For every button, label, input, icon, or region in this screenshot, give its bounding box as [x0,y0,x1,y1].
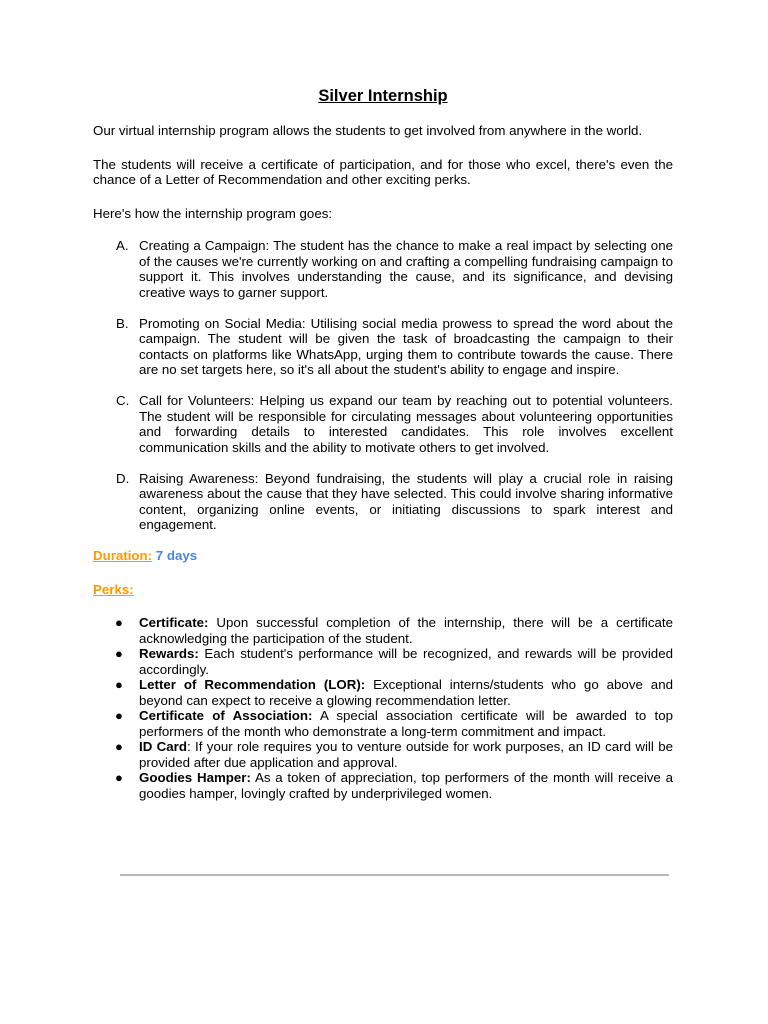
bullet-icon: ● [115,770,123,785]
duration-label: Duration: [93,548,153,563]
program-intro-paragraph: Here's how the internship program goes: [93,205,333,221]
step-item-campaign [93,238,673,300]
horizontal-divider [120,874,669,876]
perks-heading [93,582,673,598]
perk-item-id-card [93,739,673,770]
step-letter: C. [116,393,130,408]
step-text: Promoting on Social Media: Utilising social media prowess to spread the word about the campaign. The student will be given the task of broadcasting the campaign to their contacts on platforms like WhatsApp, urging them to contribute towards the cause. There are no set targets here, so it's all about the student's ability to engage and inspire. [139,315,673,377]
step-text: Raising Awareness: Beyond fundraising, the students will play a crucial role in raising awareness about the cause that they have selected. This could involve sharing informative content, organizing online events, or initiating discussions to spark interest and engagement. [139,470,673,532]
step-letter: B. [116,315,129,331]
perk-text: Upon successful completion of the internship, there will be a certificate acknowledging the participation of the student. [139,615,673,646]
step-letter: A. [116,238,129,253]
perk-text: A special association certificate will be awarded to top performers of the month who demonstrate a long-term commitment and impact. [139,708,673,739]
step-item-volunteers [93,393,673,455]
step-text: Creating a Campaign: The student has the chance to make a real impact by selecting one of the causes we're currently working on and crafting a compelling fundraising campaign to support it. This involves understanding the cause, and its significance, and devising creative ways to garner support. [139,238,673,300]
page-title: Silver Internship [318,87,448,105]
perk-item-lor [93,677,673,708]
perk-item-rewards [93,646,673,677]
step-letter: D. [116,470,130,486]
perk-text: As a token of appreciation, top performers of the month will receive a goodies hamper, lovingly crafted by underprivileged women. [139,770,673,801]
bullet-icon: ● [115,646,123,661]
perk-text: Each student's performance will be recognized, and rewards will be provided accordingly. [139,646,673,677]
perks-label: Perks: [93,581,134,597]
perk-item-goodies [93,770,673,801]
perk-title: Goodies Hamper: [139,770,251,785]
intro-paragraph: Our virtual internship program allows the students to get involved from anywhere in the world. [93,123,643,138]
perk-title: Rewards: [139,646,199,661]
perk-text: Exceptional interns/students who go above and beyond can expect to receive a glowing recommendation letter. [139,677,673,708]
perk-item-association [93,708,673,739]
perk-item-certificate [93,615,673,646]
perk-title: Certificate: [139,615,209,630]
bullet-icon: ● [115,739,123,754]
bullet-icon: ● [115,677,123,692]
document-body [93,86,673,801]
bullet-icon: ● [115,708,123,723]
perk-title: Certificate of Association: [139,708,313,723]
step-item-awareness [93,471,673,533]
duration-line [93,548,673,564]
program-steps-list [93,238,673,533]
step-item-social-media [93,316,673,378]
perk-title: ID Card [139,739,187,754]
step-text: Call for Volunteers: Helping us expand our team by reaching out to potential volunteers. The student will be responsible for circulating messages about volunteering opportunities and forwarding details to interested candidates. This role involves excellent communication skills and the ability to motivate others to get involved. [139,393,673,455]
bullet-icon: ● [115,615,123,630]
perk-title: Letter of Recommendation (LOR): [139,677,366,692]
duration-value: 7 days [155,548,198,563]
certificate-paragraph: The students will receive a certificate of participation, and for those who excel, there's even the chance of a Letter of Recommendation and other exciting perks. [93,156,673,187]
perks-list [93,615,673,801]
perk-text: : If your role requires you to venture outside for work purposes, an ID card will be provided after due application and approval. [139,739,673,770]
